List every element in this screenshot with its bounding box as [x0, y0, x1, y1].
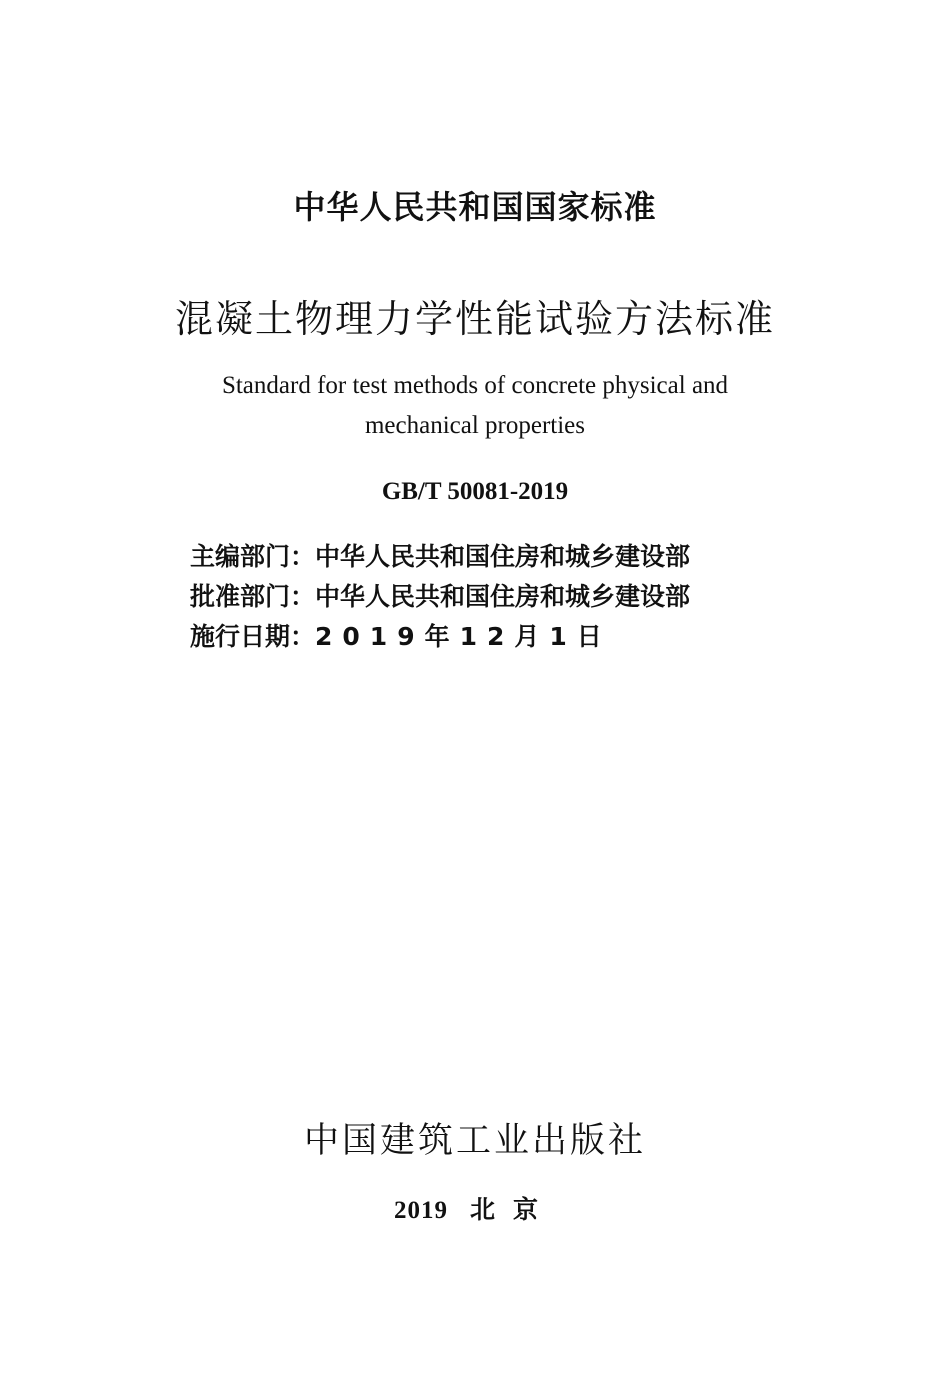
editor-row: [190, 537, 690, 577]
standard-info-block: [190, 537, 690, 657]
editor-value: 中华人民共和国住房和城乡建设部: [315, 542, 691, 571]
title-chinese: 混凝土物理力学性能试验方法标准: [174, 297, 775, 341]
approver-value: 中华人民共和国住房和城乡建设部: [315, 582, 691, 611]
title-english-line-1: Standard for test methods of concrete physical and: [221, 372, 729, 399]
editor-label: 主编部门：: [190, 542, 316, 571]
standard-code: GB/T 50081-2019: [381, 478, 569, 505]
effective-date-value: 2019年12月1日: [315, 622, 612, 651]
title-english-line-2: mechanical properties: [364, 412, 586, 439]
imprint-year: 2019: [393, 1197, 448, 1224]
effective-date-row: [190, 617, 690, 657]
imprint: [0, 1190, 950, 1226]
standard-class: 中华人民共和国国家标准: [293, 188, 657, 226]
effective-date-label: 施行日期：: [190, 622, 316, 651]
approver-label: 批准部门：: [190, 582, 316, 611]
publisher: 中国建筑工业出版社: [303, 1121, 646, 1161]
imprint-city: 北京: [469, 1195, 556, 1224]
title-english: [0, 366, 950, 446]
approver-row: [190, 577, 690, 617]
